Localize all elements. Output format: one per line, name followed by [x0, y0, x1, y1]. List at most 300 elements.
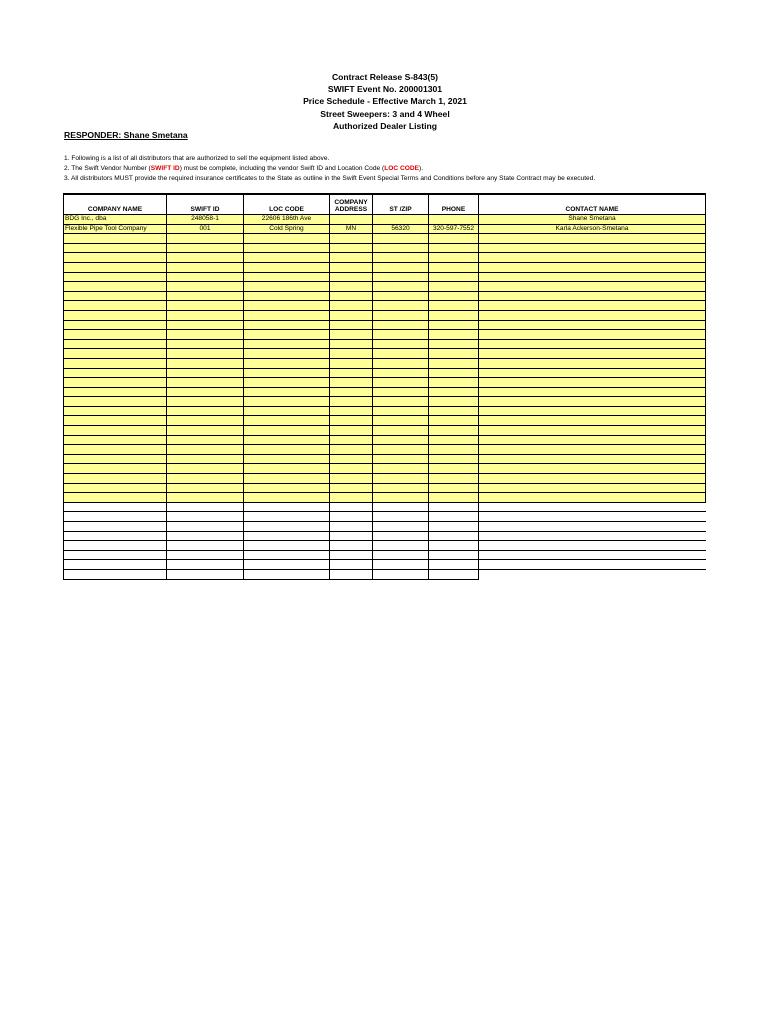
empty-cell — [167, 272, 244, 282]
empty-cell — [244, 262, 330, 272]
empty-cell — [244, 550, 330, 560]
empty-cell — [167, 378, 244, 388]
empty-cell — [167, 493, 244, 503]
empty-cell — [244, 541, 330, 551]
table-row-empty — [64, 569, 706, 579]
empty-cell — [167, 512, 244, 522]
empty-cell — [373, 416, 429, 426]
empty-cell — [429, 378, 479, 388]
empty-cell — [479, 387, 706, 397]
empty-cell — [429, 493, 479, 503]
table-row-empty — [64, 550, 706, 560]
empty-cell — [330, 550, 373, 560]
empty-cell — [64, 493, 167, 503]
empty-cell — [429, 272, 479, 282]
empty-cell — [64, 483, 167, 493]
header-phone: PHONE — [429, 194, 479, 215]
empty-cell — [429, 560, 479, 570]
empty-cell — [479, 358, 706, 368]
empty-cell — [64, 569, 167, 579]
empty-cell — [330, 387, 373, 397]
empty-cell — [244, 358, 330, 368]
cell-phone — [429, 215, 479, 225]
empty-cell — [373, 291, 429, 301]
table-row-empty — [64, 243, 706, 253]
empty-cell — [244, 243, 330, 253]
empty-cell — [373, 234, 429, 244]
table-row — [64, 215, 706, 225]
table-row-empty — [64, 445, 706, 455]
empty-cell — [244, 234, 330, 244]
empty-cell — [244, 531, 330, 541]
empty-cell — [167, 502, 244, 512]
empty-cell — [244, 282, 330, 292]
empty-cell — [373, 560, 429, 570]
title-price-schedule: Price Schedule - Effective March 1, 2021 — [303, 96, 467, 107]
empty-cell — [167, 387, 244, 397]
empty-cell — [479, 406, 706, 416]
title-listing: Authorized Dealer Listing — [332, 120, 438, 131]
empty-cell — [429, 310, 479, 320]
loc-code-highlight: LOC CODE — [384, 165, 420, 172]
empty-cell — [244, 320, 330, 330]
header-company-name: COMPANY NAME — [64, 194, 167, 215]
empty-cell — [429, 339, 479, 349]
empty-cell — [373, 435, 429, 445]
empty-cell — [373, 531, 429, 541]
note-1: 1. Following is a list of all distributors that are authorized to sell the equipment listed above. — [64, 155, 330, 162]
empty-cell — [244, 512, 330, 522]
empty-cell — [479, 339, 706, 349]
empty-cell — [429, 445, 479, 455]
empty-cell — [429, 483, 479, 493]
table-row-empty — [64, 512, 706, 522]
empty-cell — [429, 569, 479, 579]
empty-cell — [373, 493, 429, 503]
empty-cell — [64, 502, 167, 512]
empty-cell — [244, 310, 330, 320]
empty-cell — [373, 349, 429, 359]
empty-cell — [64, 253, 167, 263]
empty-cell — [330, 310, 373, 320]
header-loc-code: LOC CODE — [244, 194, 330, 215]
empty-cell — [64, 445, 167, 455]
table-row-empty — [64, 435, 706, 445]
empty-cell — [330, 397, 373, 407]
empty-cell — [167, 262, 244, 272]
empty-cell — [244, 560, 330, 570]
empty-cell — [64, 541, 167, 551]
empty-cell — [330, 502, 373, 512]
empty-cell — [330, 253, 373, 263]
empty-cell — [64, 272, 167, 282]
empty-cell — [167, 464, 244, 474]
empty-cell — [167, 253, 244, 263]
empty-cell — [479, 454, 706, 464]
empty-cell — [330, 454, 373, 464]
cell-contact-name: Karla Ackerson-Smetana — [479, 224, 706, 234]
empty-cell — [373, 320, 429, 330]
note-3: 3. All distributors MUST provide the required insurance certificates to the State as outline in the Swift Event Special Terms and Conditions before any State Contract may be executed. — [64, 175, 596, 182]
empty-cell — [429, 512, 479, 522]
empty-cell — [479, 301, 706, 311]
empty-cell — [244, 339, 330, 349]
table-row-empty — [64, 541, 706, 551]
empty-cell — [64, 406, 167, 416]
empty-cell — [429, 531, 479, 541]
empty-cell — [244, 493, 330, 503]
empty-cell — [479, 550, 706, 560]
empty-cell — [64, 262, 167, 272]
empty-cell — [373, 464, 429, 474]
empty-cell — [330, 234, 373, 244]
title-event-number: SWIFT Event No. 200001301 — [327, 84, 443, 95]
dealer-table — [63, 193, 706, 580]
empty-cell — [373, 474, 429, 484]
empty-cell — [479, 569, 706, 579]
empty-cell — [244, 483, 330, 493]
empty-cell — [244, 426, 330, 436]
table-row-empty — [64, 339, 706, 349]
empty-cell — [330, 368, 373, 378]
empty-cell — [167, 310, 244, 320]
empty-cell — [373, 310, 429, 320]
empty-cell — [64, 291, 167, 301]
empty-cell — [167, 474, 244, 484]
empty-cell — [244, 301, 330, 311]
empty-cell — [429, 243, 479, 253]
empty-cell — [64, 426, 167, 436]
header-row — [64, 194, 706, 215]
empty-cell — [373, 262, 429, 272]
empty-cell — [167, 560, 244, 570]
table-row-empty — [64, 406, 706, 416]
instructions — [64, 154, 595, 184]
empty-cell — [64, 368, 167, 378]
empty-cell — [64, 397, 167, 407]
cell-company-name: Flexible Pipe Tool Company — [64, 224, 167, 234]
table-row — [64, 224, 706, 234]
empty-cell — [167, 339, 244, 349]
empty-cell — [429, 330, 479, 340]
empty-cell — [167, 243, 244, 253]
empty-cell — [167, 569, 244, 579]
empty-cell — [64, 358, 167, 368]
table-row-empty — [64, 387, 706, 397]
empty-cell — [429, 291, 479, 301]
empty-cell — [479, 368, 706, 378]
table-row-empty — [64, 493, 706, 503]
empty-cell — [429, 262, 479, 272]
table-row-empty — [64, 474, 706, 484]
empty-cell — [429, 541, 479, 551]
empty-cell — [373, 272, 429, 282]
empty-cell — [429, 522, 479, 532]
empty-cell — [330, 349, 373, 359]
cell-loc-code: Cold Spring — [244, 224, 330, 234]
empty-cell — [244, 445, 330, 455]
empty-cell — [244, 253, 330, 263]
empty-cell — [479, 320, 706, 330]
empty-cell — [167, 282, 244, 292]
empty-cell — [167, 320, 244, 330]
empty-cell — [373, 339, 429, 349]
table-row-empty — [64, 426, 706, 436]
empty-cell — [244, 522, 330, 532]
empty-cell — [479, 435, 706, 445]
empty-cell — [479, 243, 706, 253]
empty-cell — [244, 387, 330, 397]
empty-cell — [479, 512, 706, 522]
empty-cell — [244, 435, 330, 445]
header-swift-id: SWIFT ID — [167, 194, 244, 215]
empty-cell — [64, 416, 167, 426]
empty-cell — [429, 282, 479, 292]
empty-cell — [330, 464, 373, 474]
empty-cell — [167, 406, 244, 416]
empty-cell — [64, 378, 167, 388]
empty-cell — [64, 435, 167, 445]
empty-cell — [244, 474, 330, 484]
empty-cell — [429, 454, 479, 464]
empty-cell — [429, 474, 479, 484]
empty-cell — [429, 416, 479, 426]
empty-cell — [479, 493, 706, 503]
title-contract-release: Contract Release S-843(5) — [331, 72, 439, 82]
empty-cell — [167, 349, 244, 359]
empty-cell — [373, 502, 429, 512]
empty-cell — [64, 243, 167, 253]
empty-cell — [330, 445, 373, 455]
empty-cell — [167, 445, 244, 455]
empty-cell — [167, 483, 244, 493]
title-product: Street Sweepers: 3 and 4 Wheel — [320, 108, 450, 119]
empty-cell — [244, 330, 330, 340]
empty-cell — [373, 522, 429, 532]
empty-cell — [244, 397, 330, 407]
empty-cell — [429, 234, 479, 244]
empty-cell — [167, 330, 244, 340]
empty-cell — [479, 234, 706, 244]
empty-cell — [429, 358, 479, 368]
empty-cell — [167, 291, 244, 301]
empty-cell — [373, 445, 429, 455]
empty-cell — [373, 358, 429, 368]
empty-cell — [373, 378, 429, 388]
empty-cell — [330, 378, 373, 388]
empty-cell — [429, 349, 479, 359]
empty-cell — [64, 512, 167, 522]
empty-cell — [167, 531, 244, 541]
empty-cell — [479, 445, 706, 455]
empty-cell — [429, 464, 479, 474]
empty-cell — [330, 426, 373, 436]
empty-cell — [373, 512, 429, 522]
empty-cell — [429, 502, 479, 512]
empty-cell — [64, 349, 167, 359]
empty-cell — [429, 368, 479, 378]
empty-cell — [244, 378, 330, 388]
table-row-empty — [64, 262, 706, 272]
empty-cell — [244, 569, 330, 579]
table-row-empty — [64, 282, 706, 292]
empty-cell — [64, 282, 167, 292]
table-row-empty — [64, 397, 706, 407]
empty-cell — [373, 541, 429, 551]
empty-cell — [167, 397, 244, 407]
cell-swift-id: 001 — [167, 224, 244, 234]
empty-cell — [244, 464, 330, 474]
empty-cell — [167, 522, 244, 532]
empty-cell — [330, 301, 373, 311]
empty-cell — [64, 560, 167, 570]
empty-cell — [244, 416, 330, 426]
cell-st-zip — [373, 215, 429, 225]
cell-address — [330, 215, 373, 225]
empty-cell — [167, 368, 244, 378]
empty-cell — [373, 426, 429, 436]
table-row-empty — [64, 416, 706, 426]
cell-swift-id: 248058-1 — [167, 215, 244, 225]
empty-cell — [479, 531, 706, 541]
empty-cell — [479, 560, 706, 570]
empty-cell — [373, 282, 429, 292]
empty-cell — [479, 378, 706, 388]
cell-company-name: BDG Inc., dba — [64, 215, 167, 225]
empty-cell — [167, 301, 244, 311]
table-row-empty — [64, 349, 706, 359]
table-row-empty — [64, 522, 706, 532]
document-title — [0, 71, 770, 132]
empty-cell — [64, 522, 167, 532]
empty-cell — [167, 454, 244, 464]
empty-cell — [64, 310, 167, 320]
empty-cell — [330, 493, 373, 503]
empty-cell — [479, 502, 706, 512]
cell-st-zip: 56320 — [373, 224, 429, 234]
empty-cell — [479, 541, 706, 551]
empty-cell — [373, 406, 429, 416]
empty-cell — [479, 291, 706, 301]
empty-cell — [330, 474, 373, 484]
empty-cell — [330, 416, 373, 426]
table-row-empty — [64, 272, 706, 282]
cell-contact-name: Shane Smetana — [479, 215, 706, 225]
empty-cell — [429, 301, 479, 311]
empty-cell — [373, 387, 429, 397]
table-row-empty — [64, 378, 706, 388]
table-row-empty — [64, 454, 706, 464]
empty-cell — [330, 291, 373, 301]
empty-cell — [330, 560, 373, 570]
empty-cell — [330, 339, 373, 349]
swift-id-highlight: SWIFT ID — [150, 165, 180, 172]
empty-cell — [429, 320, 479, 330]
empty-cell — [479, 253, 706, 263]
empty-cell — [64, 339, 167, 349]
empty-cell — [244, 454, 330, 464]
table-row-empty — [64, 358, 706, 368]
empty-cell — [479, 416, 706, 426]
empty-cell — [64, 330, 167, 340]
empty-cell — [373, 330, 429, 340]
empty-cell — [244, 406, 330, 416]
header-company-address: COMPANY ADDRESS — [330, 194, 373, 215]
empty-cell — [330, 522, 373, 532]
empty-cell — [373, 253, 429, 263]
empty-cell — [330, 262, 373, 272]
empty-cell — [64, 550, 167, 560]
empty-cell — [429, 406, 479, 416]
empty-cell — [64, 320, 167, 330]
empty-cell — [244, 502, 330, 512]
table-row-empty — [64, 253, 706, 263]
empty-cell — [429, 550, 479, 560]
header-st-zip: ST /ZIP — [373, 194, 429, 215]
empty-cell — [373, 550, 429, 560]
empty-cell — [479, 282, 706, 292]
empty-cell — [479, 426, 706, 436]
empty-cell — [330, 512, 373, 522]
table-row-empty — [64, 464, 706, 474]
empty-cell — [479, 522, 706, 532]
empty-cell — [429, 253, 479, 263]
empty-cell — [330, 406, 373, 416]
empty-cell — [373, 301, 429, 311]
table-row-empty — [64, 330, 706, 340]
empty-cell — [244, 272, 330, 282]
empty-cell — [330, 435, 373, 445]
empty-cell — [479, 474, 706, 484]
empty-cell — [429, 426, 479, 436]
empty-cell — [330, 531, 373, 541]
empty-cell — [429, 397, 479, 407]
table-row-empty — [64, 310, 706, 320]
empty-cell — [244, 349, 330, 359]
empty-cell — [479, 397, 706, 407]
empty-cell — [373, 569, 429, 579]
empty-cell — [330, 243, 373, 253]
empty-cell — [167, 541, 244, 551]
table-row-empty — [64, 320, 706, 330]
empty-cell — [429, 387, 479, 397]
empty-cell — [330, 282, 373, 292]
empty-cell — [167, 550, 244, 560]
empty-cell — [64, 387, 167, 397]
table-row-empty — [64, 531, 706, 541]
table-row-empty — [64, 234, 706, 244]
empty-cell — [64, 454, 167, 464]
empty-cell — [244, 368, 330, 378]
empty-cell — [373, 397, 429, 407]
empty-cell — [64, 234, 167, 244]
empty-cell — [167, 358, 244, 368]
empty-cell — [479, 464, 706, 474]
empty-cell — [330, 320, 373, 330]
empty-cell — [479, 349, 706, 359]
table-row-empty — [64, 291, 706, 301]
empty-cell — [330, 569, 373, 579]
empty-cell — [479, 330, 706, 340]
empty-cell — [330, 541, 373, 551]
empty-cell — [479, 483, 706, 493]
empty-cell — [64, 301, 167, 311]
empty-cell — [373, 368, 429, 378]
empty-cell — [330, 272, 373, 282]
table-row-empty — [64, 301, 706, 311]
table-row-empty — [64, 502, 706, 512]
responder-label: RESPONDER: Shane Smetana — [64, 130, 188, 140]
